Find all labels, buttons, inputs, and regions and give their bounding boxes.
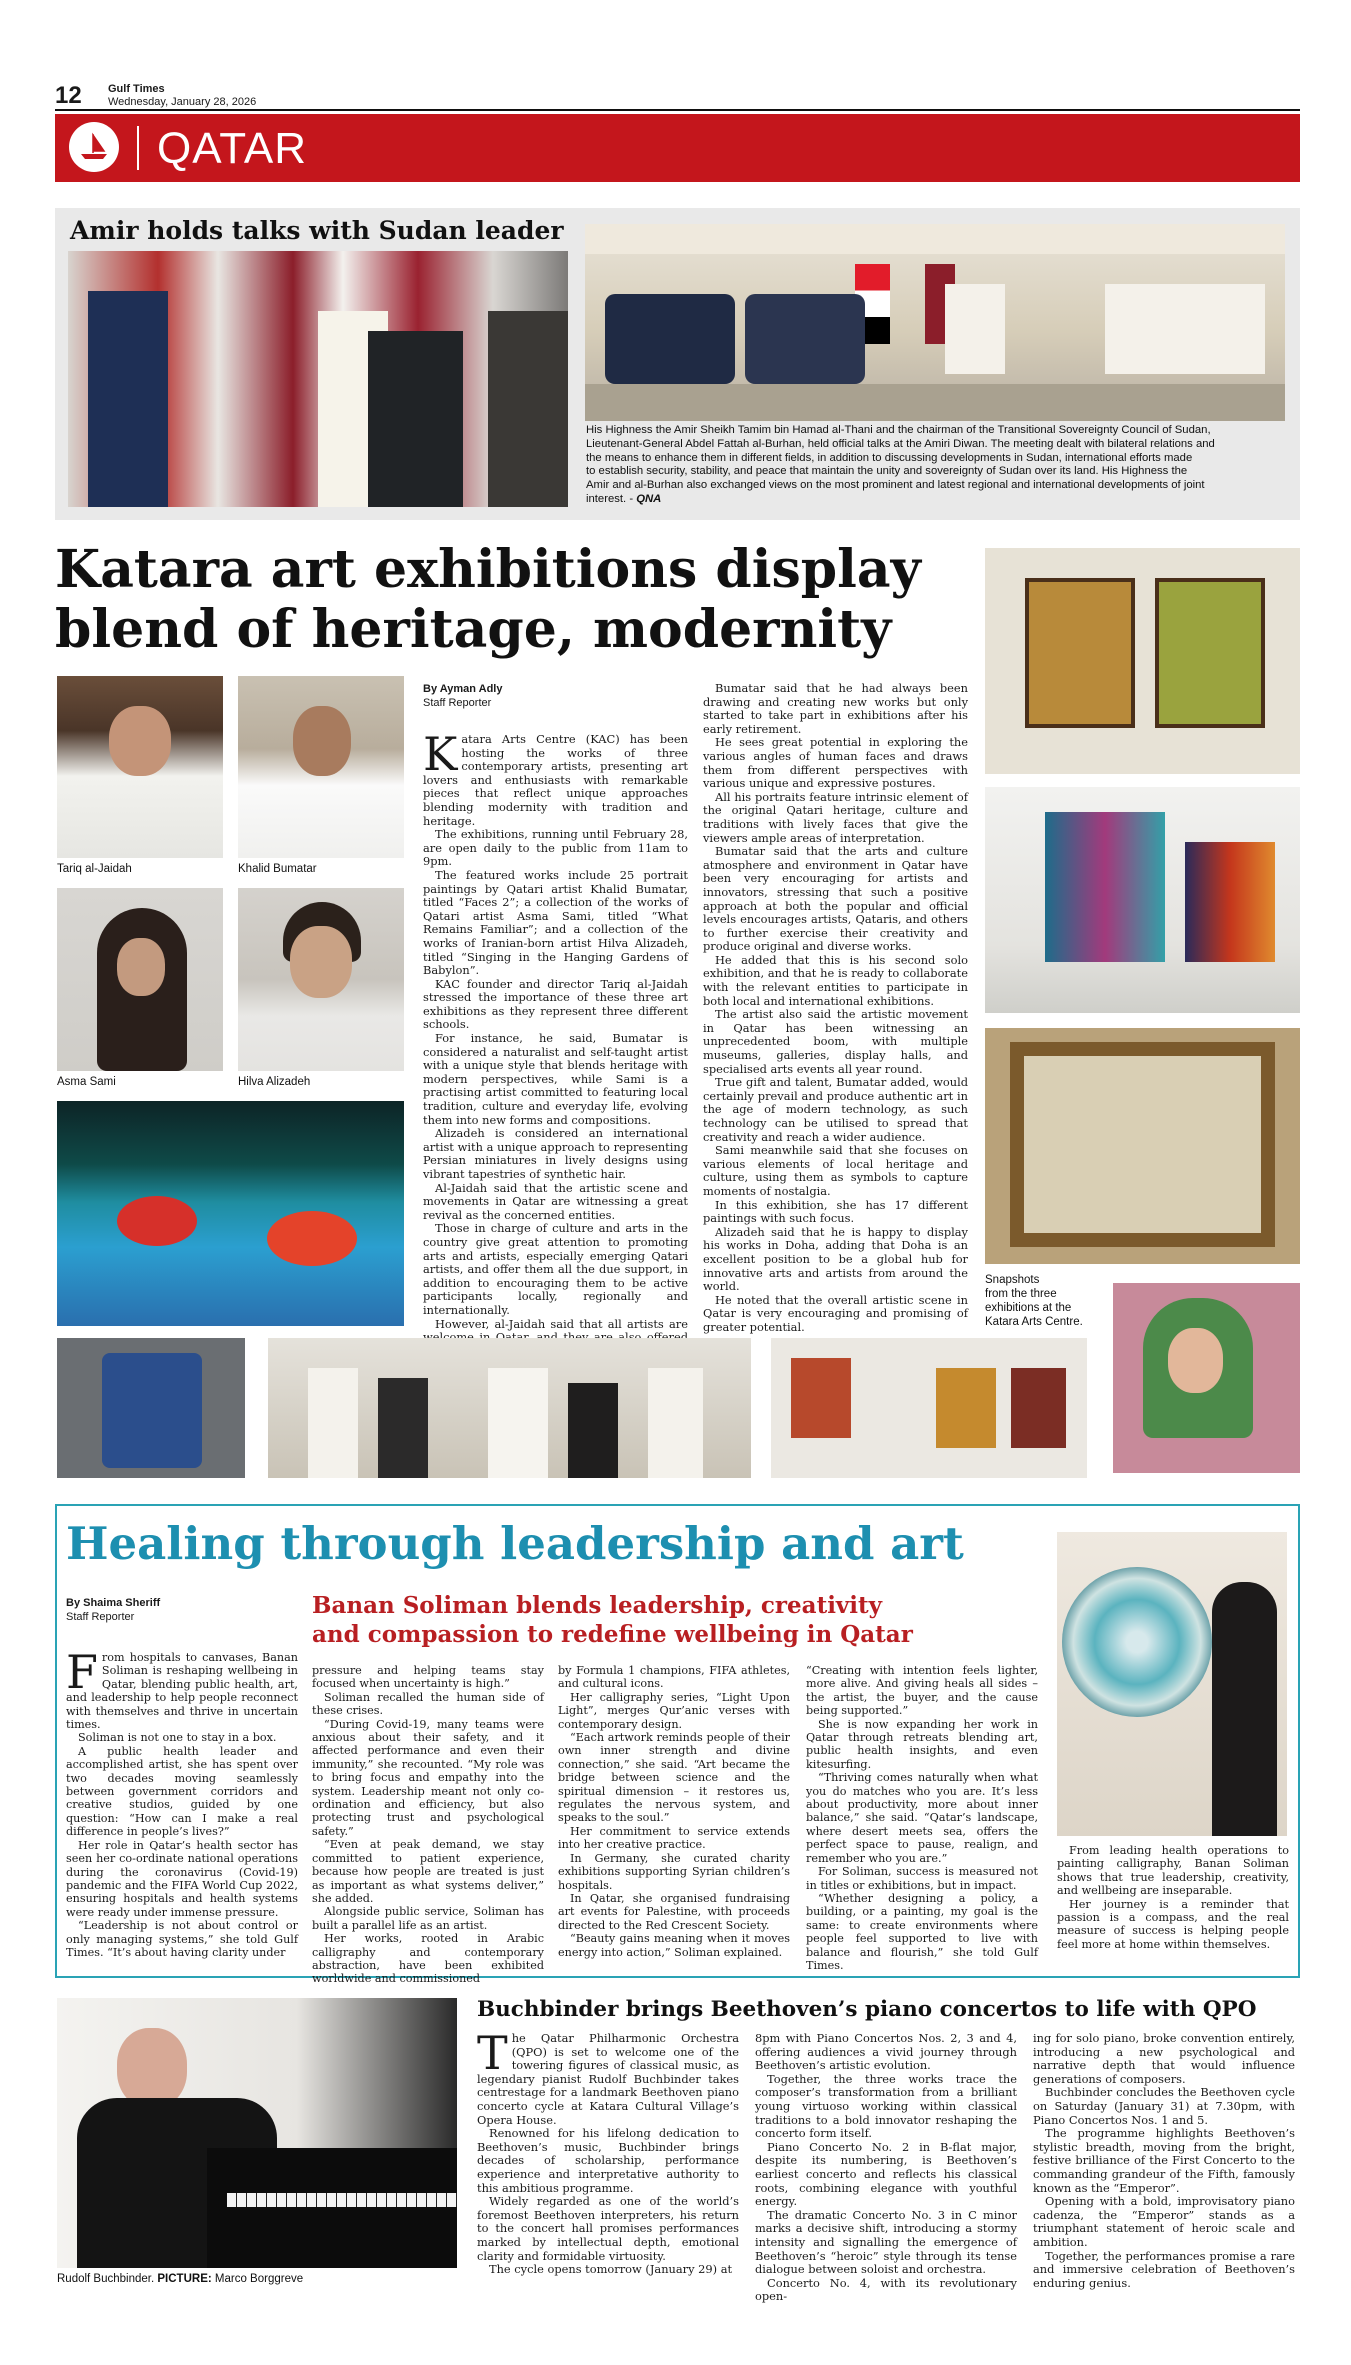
portrait-bumatar-name: Khalid Bumatar [238, 863, 317, 875]
katara-headline: Katara art exhibitions display blend of heritage, modernity [55, 539, 921, 660]
healing-headline: Healing through leadership and art [66, 1517, 964, 1570]
buchbinder-column-2: 8pm with Piano Concertos Nos. 2, 3 and 4, offering audiences a vivid journey through Beethoven’s artistic evolution. Together, the three works trace the composer’s transformation from a brilliant young virtuoso working within classical traditions to a bold innovator reshaping the concerto form itself. Piano Concerto No. 2 in B-flat major, despite its numbering, is Beethoven’s earliest concerto and reflects his classical roots, combining elegance with youthful energy. The dramatic Concerto No. 3 in C minor marks a decisive shift, introducing a stormy intensity and signalling the emergence of Beethoven’s “heroic” style through its tense dialogue between soloist and orchestra. Concerto No. 4, with its revolutionary open- [755, 2031, 1017, 2304]
amir-credit: QNA [636, 492, 662, 505]
portraits-wall-photo [771, 1338, 1087, 1478]
cow-painting-photo [57, 1338, 245, 1478]
amir-photo-right [585, 224, 1285, 421]
healing-subhead: Banan Soliman blends leadership, creativity and compassion to redefine wellbeing in Qatar [312, 1592, 913, 1648]
section-title: QATAR [157, 124, 308, 173]
healing-column-2: pressure and helping teams stay focused when uncertainty is high.” Soliman recalled the human side of these crises. “During Covid-19, many teams were anxious about their safety, and it affected performance and even their immunity,” she recounted. “My role was to bring focus and empathy into the system. Leadership meant not only co-ordination and efficiency, but also protecting trust and psychological safety.” “Even at peak demand, we stay committed to patient experience, because how people are treated is just as important as what systems deliver,” she added. Alongside public service, Soliman has built a parallel life as an artist. Her works, rooted in Arabic calligraphy and contemporary abstraction, have been exhibited worldwide and commissioned [312, 1664, 544, 1986]
healing-byline: By Shaima Sheriff Staff Reporter [66, 1597, 161, 1623]
girl-lamb-painting-photo [1113, 1283, 1300, 1473]
section-bar [55, 114, 1300, 182]
paper-name: Gulf Times [108, 83, 165, 95]
amir-photo-left [68, 251, 568, 507]
portrait-sami-name: Asma Sami [57, 1076, 116, 1088]
framed-painting-photo [985, 1028, 1300, 1264]
buchbinder-drop-cap: T [477, 2026, 508, 2080]
soliman-photo [1057, 1532, 1287, 1836]
katara-column-2: Bumatar said that he had always been drawing and creating new works but only started to take part in exhibitions after his early retirement. He sees great potential in exploring the various angles of human faces and draws them from different perspectives with various unique and expressive postures. All his portraits feature intrinsic element of the original Qatari heritage, culture and traditions with lively faces that give the viewers ample areas of interpretation. Bumatar said that the arts and culture atmosphere and environment in Qatar have been very encouraging for artists and innovators, stressing that such a positive approach at both the popular and official levels encourages artists, Qataris, and others to further exercise their creativity and produce original and diverse works. He added that this is his second solo exhibition, and that he is ready to collaborate with the relevant entities to participate in both local and international exhibitions. The artist also said the artistic movement in Qatar has been witnessing an unprecedented boom, with multiple museums, galleries, display halls, and specialised arts events all year round. True gift and talent, Bumatar added, would certainly prevail and produce authentic art in the age of modern technology, as such technology can be utilised to spread that creativity and reach a wider audience. Sami meanwhile said that she focuses on various elements of local heritage and culture, using them as symbols to capture moments of nostalgia. In this exhibition, she has 17 different paintings with such focus. Alizadeh said that he is happy to display his works in Doha, adding that Doha is an excellent position to be a global hub for innovative arts and artists from around the world. He noted that the overall artistic scene in Qatar is very encouraging and promising of greater potential. [703, 681, 968, 1334]
buchbinder-column-3: ing for solo piano, broke convention entirely, introducing a new psychological and narrative depth that would influence generations of composers. Buchbinder concludes the Beethoven cycle on Saturday (January 31) at 7.30pm, with Piano Concertos Nos. 1 and 5. The programme highlights Beethoven’s stylistic breadth, moving from the bright, festive brilliance of the First Concerto to the commanding grandeur of the Fifth, famously known as the “Emperor”. Opening with a bold, improvisatory piano cadenza, the “Emperor” stands as a triumphant statement of heroic scale and ambition. Together, the performances promise a rare and immersive celebration of Beethoven’s enduring genius. [1033, 2031, 1295, 2290]
katara-byline: By Ayman Adly Staff Reporter [423, 683, 503, 709]
snapshots-caption: Snapshots from the three exhibitions at the Katara Arts Centre. [985, 1274, 1083, 1328]
healing-column-4: “Creating with intention feels lighter, more alive. And giving heals all sides – the artist, the buyer, and the cause being supported.” She is now expanding her work in Qatar through retreats blending art, public health insights, and even kitesurfing. “Thriving comes naturally when what you do matches who you are. It’s less about productivity, more about inner balance,” she said. “Qatar’s landscape, where desert meets sea, offers the perfect space to pause, realign, and remember who you are.” For Soliman, success is measured not in titles or exhibitions, but in impact. “Whether designing a policy, a building, or a painting, my goal is the same: to create environments where people feel supported to live with balance and flourish,” she told Gulf Times. [806, 1664, 1038, 1972]
issue-date: Wednesday, January 28, 2026 [108, 96, 257, 108]
katara-column-1: Katara Arts Centre (KAC) has been hosting the works of three contemporary artists, presenting art lovers and enthusiasts with remarkable pieces that reflect unique approaches blending modernity with tradition and heritage. The exhibitions, running until February 28, are open daily to the public from 11am to 9pm. The featured works include 25 portrait paintings by Qatari artist Khalid Bumatar, titled “Faces 2”; a collection of the works of Qatari artist Asma Sami, titled “What Remains Familiar”; and a collection of the works of Iranian-born artist Hilva Alizadeh, titled “Singing in the Hanging Gardens of Babylon”. KAC founder and director Tariq al-Jaidah stressed the importance of these three art exhibitions as they represent three different schools. For instance, he said, Bumatar is considered a naturalist and self-taught artist with a unique style that blends heritage with modern perspectives, while Sami is a practising artist committed to featuring local tradition, culture and everyday life, evolving them into new forms and compositions. Alizadeh is considered an international artist with a unique approach to representing Persian miniatures in lively designs using vibrant tapestries of synthetic hair. Al-Jaidah said that the artistic scene and movements in Qatar are witnessing a great revival as the concerned entities. Those in charge of culture and arts in the country give great attention to promoting arts and artists, especially emerging Qatari artists, and offer them all the due support, in addition to encouraging them to be active participants locally, regionally and internationally. However, al-Jaidah said that all artists are [423, 727, 688, 1331]
gallery-photo [985, 787, 1300, 1013]
dhow-logo-icon [69, 122, 119, 172]
section-divider [137, 126, 139, 170]
portrait-alizadeh-name: Hilva Alizadeh [238, 1076, 311, 1088]
portrait-bumatar [238, 676, 404, 858]
visitors-photo [268, 1338, 751, 1478]
buchbinder-photo [57, 1998, 457, 2268]
healing-column-1: From hospitals to canvases, Banan Soliman is reshaping wellbeing in Qatar, blending public health, art, and leadership to help people reconnect with themselves and thrive in uncertain times. Soliman is not one to stay in a box. A public health leader and accomplished artist, she has spent over two decades moving seamlessly between government corridors and creative studios, guided by one question: “How can I make a real difference in people’s lives?” Her role in Qatar’s health sector has seen her co-ordinate national operations during the coronavirus (Covid-19) pandemic and the FIFA World Cup 2022, ensuring hospitals and health systems were ready under immense pressure. “Leadership is not about control or only managing systems,” she told Gulf Times. “It’s about having clarity under [66, 1645, 298, 1959]
buchbinder-caption: Rudolf Buchbinder. PICTURE: Marco Borggreve [57, 2273, 304, 2285]
buchbinder-column-1: The Qatar Philharmonic Orchestra (QPO) is set to welcome one of the towering figures of classical music, as legendary pianist Rudolf Buchbinder takes centrestage for a landmark Beethoven piano concerto cycle at Katara Cultural Village’s Opera House. Renowned for his lifelong dedication to Beethoven’s music, Buchbinder brings decades of scholarship, performance experience and interpretative authority to this ambitious programme. Widely regarded as one of the world’s foremost Beethoven interpreters, his return to the concert hall promises performances marked by intellectual depth, emotional clarity and formidable virtuosity. The cycle opens tomorrow (January 29) at [477, 2026, 739, 2277]
healing-drop-cap: F [66, 1645, 98, 1699]
amir-caption: His Highness the Amir Sheikh Tamim bin Hamad al-Thani and the chairman of the Transitional Sovereignty Council of Sudan, Lieutenant-General Abdel Fattah al-Burhan, held official talks at the Amiri Diwan. The meeting dealt with bilateral relations and the means to enhance them in different fields, in addition to discussing developments in Sudan, international efforts made to establish security, stability, and peace that maintain the unity and sovereignty of Sudan over its land. His Highness the Amir and al-Burhan also exchanged views on the most prominent and latest regional and international developments of joint interest. - QNA [586, 424, 1215, 505]
painting-photo-1 [985, 548, 1300, 774]
portrait-alizadeh [238, 888, 404, 1071]
portrait-sami [57, 888, 223, 1071]
healing-column-3: by Formula 1 champions, FIFA athletes, and cultural icons. Her calligraphy series, “Light Upon Light”, merges Qur’anic verses with contemporary design. “Each artwork reminds people of their own inner strength and divine connection,” she said. “Art became the bridge between science and the spiritual dimension – it restores us, regulates the nervous system, and speaks to the soul.” Her commitment to service extends into her creative practice. In Germany, she curated charity exhibitions supporting Syrian children’s hospitals. In Qatar, she organised fundraising art events for Palestine, with proceeds directed to the Red Crescent Society. “Beauty gains meaning when it moves energy into action,” Soliman explained. [558, 1664, 790, 1959]
buchbinder-headline: Buchbinder brings Beethoven’s piano concertos to life with QPO [477, 1997, 1257, 2022]
page-number: 12 [55, 82, 82, 109]
portrait-jaidah [57, 676, 223, 858]
portrait-jaidah-name: Tariq al-Jaidah [57, 863, 132, 875]
katara-drop-cap: K [423, 727, 458, 781]
masthead-rule [55, 109, 1300, 111]
amir-headline: Amir holds talks with Sudan leader [70, 216, 564, 245]
healing-column-5: From leading health operations to painting calligraphy, Banan Soliman shows that true leadership, creativity, and wellbeing are inseparable. Her journey is a reminder that passion is a compass, and the real measure of success is helping people feel more at home within themselves. [1057, 1844, 1289, 1951]
tapestry-photo [57, 1101, 404, 1326]
